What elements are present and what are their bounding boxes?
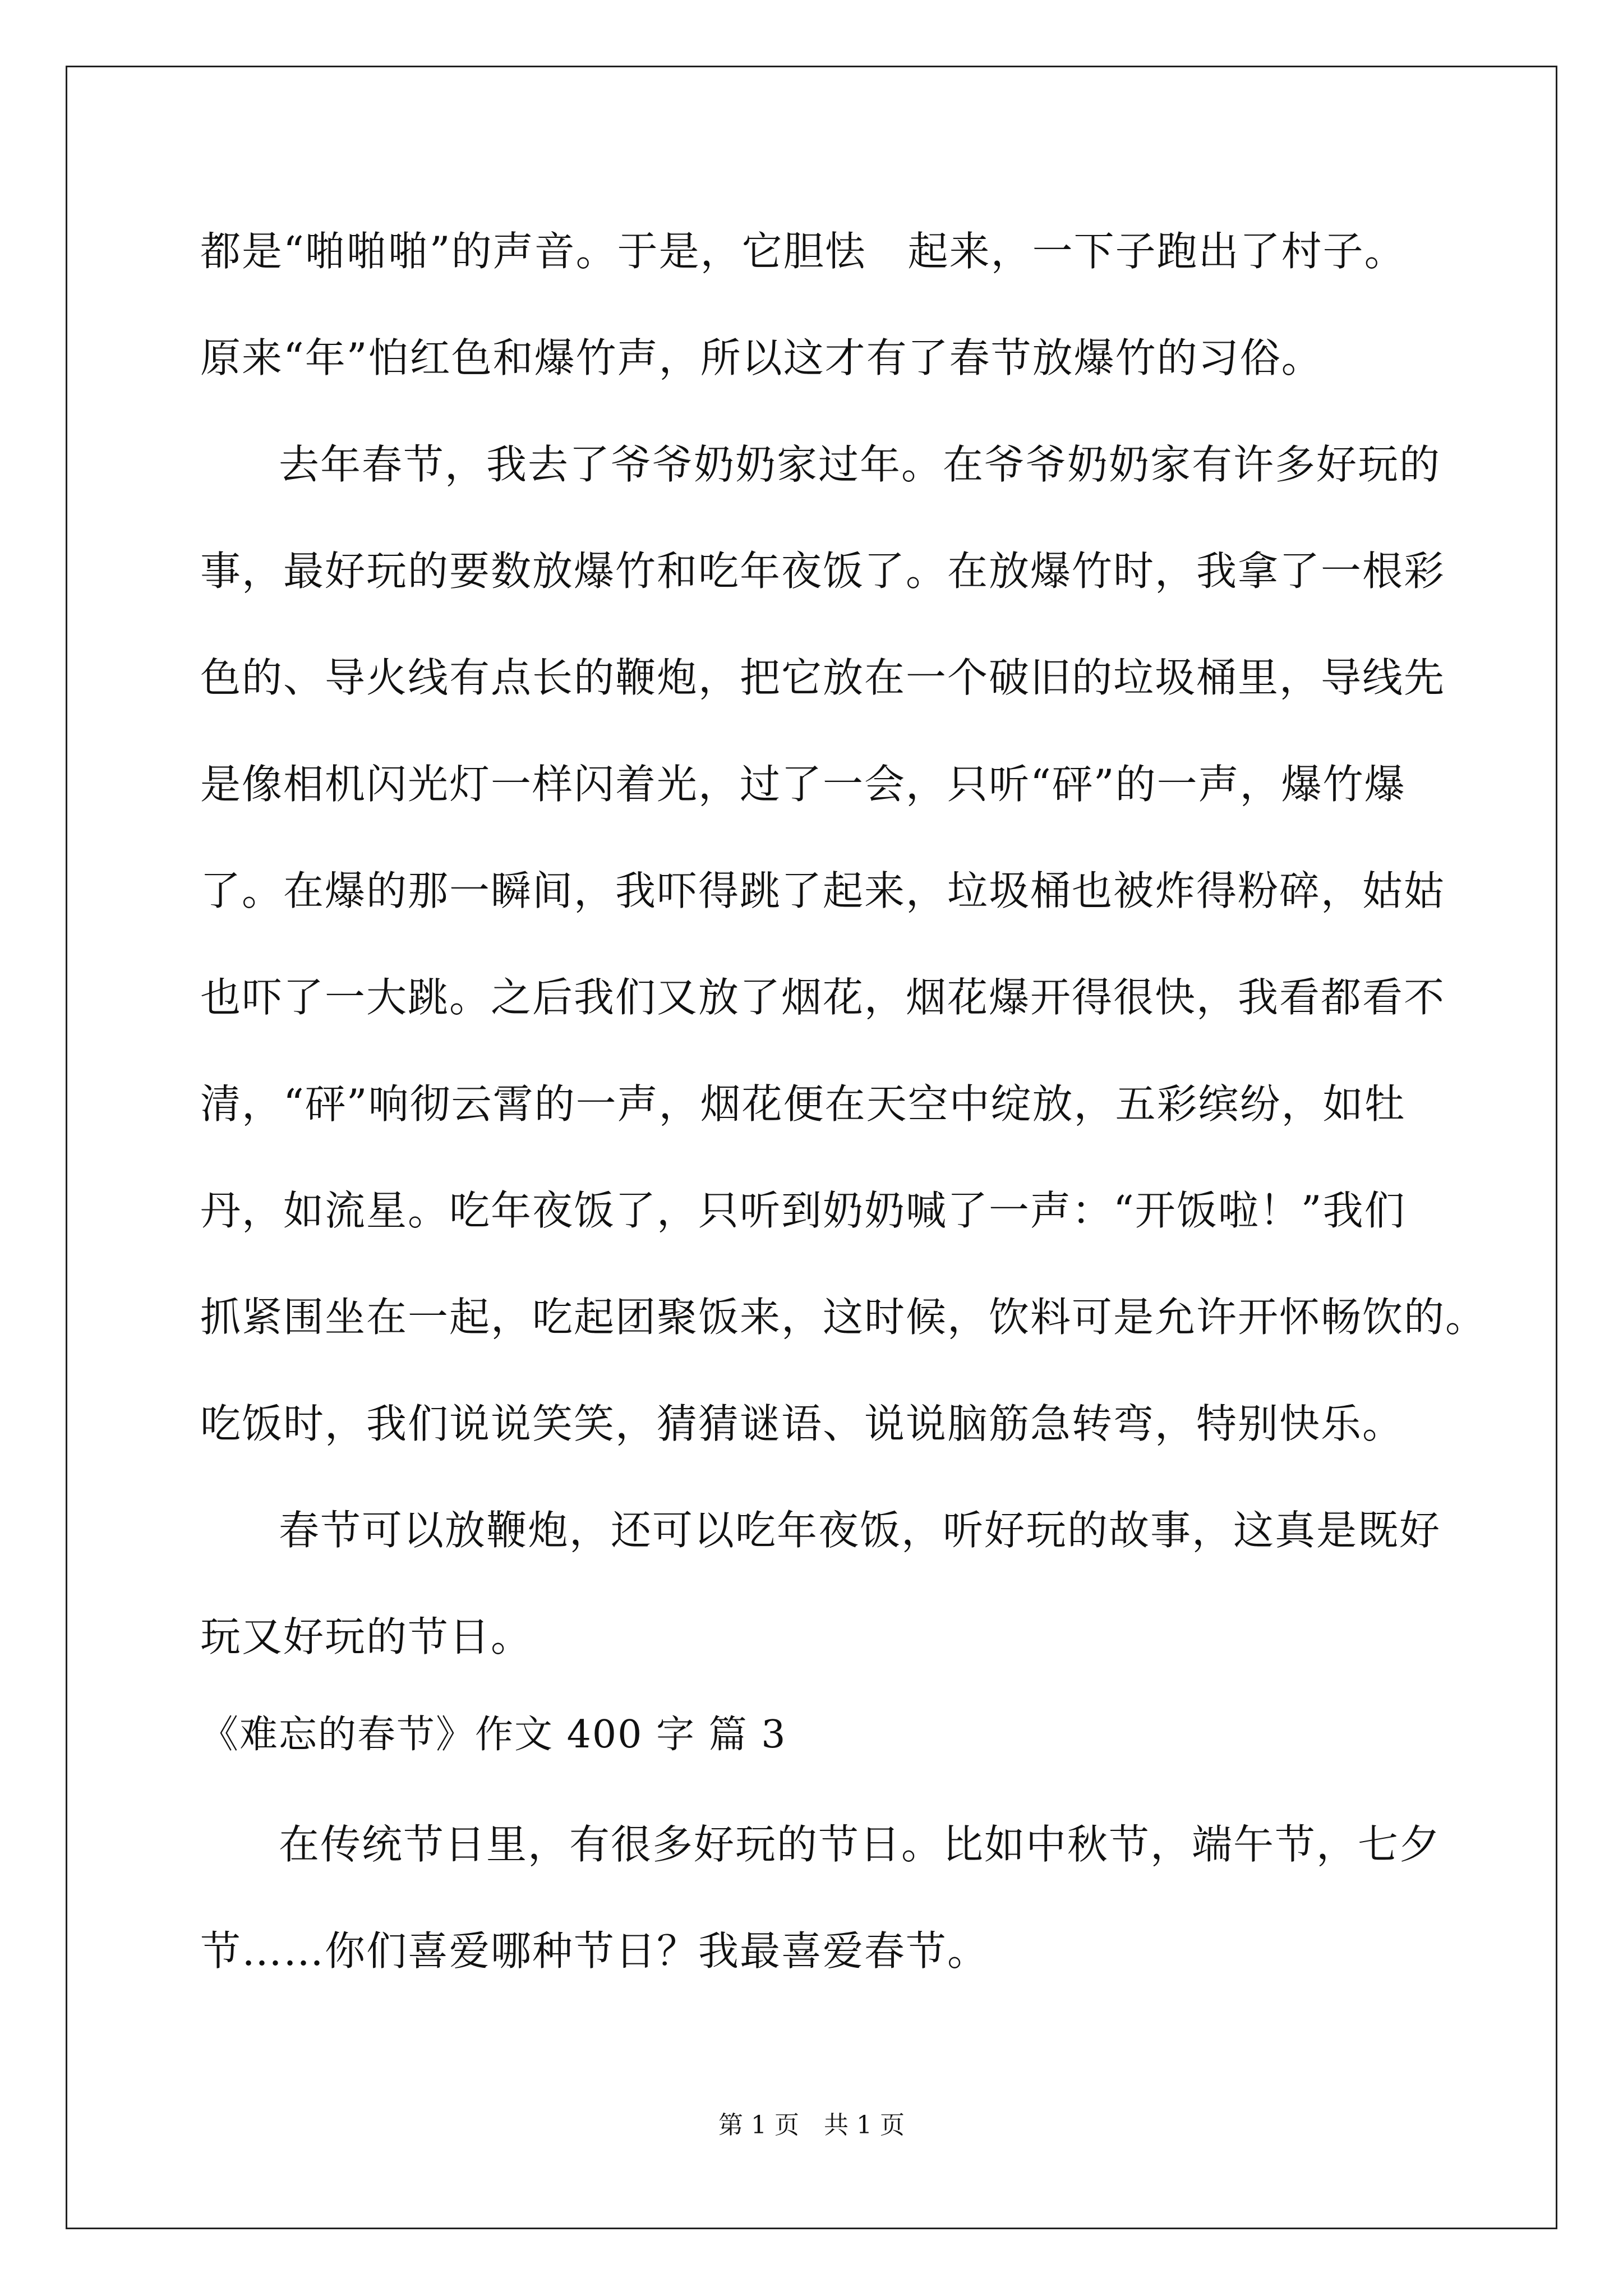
paragraph-start-line: 去年春节，我去了爷爷奶奶家过年。在爷爷奶奶家有许多好玩的 — [279, 441, 1441, 488]
paragraph-start-line: 春节可以放鞭炮，还可以吃年夜饭，听好玩的故事，这真是既好 — [279, 1507, 1441, 1554]
text-line: 都是“啪啪啪”的声音。于是，它胆怯 起来，一下子跑出了村子。 — [200, 228, 1406, 275]
paragraph-start-line: 在传统节日里，有很多好玩的节日。比如中秋节，端午节，七夕 — [279, 1821, 1441, 1868]
text-line: 吃饭时，我们说说笑笑，猜猜谜语、说说脑筋急转弯，特别快乐。 — [200, 1400, 1404, 1447]
text-line: 节……你们喜爱哪种节日？我最喜爱春节。 — [200, 1927, 989, 1975]
text-line: 是像相机闪光灯一样闪着光，过了一会，只听“砰”的一声，爆竹爆 — [200, 761, 1406, 808]
text-line: 色的、导火线有点长的鞭炮，把它放在一个破旧的垃圾桶里，导线先 — [200, 654, 1446, 701]
text-line: 丹，如流星。吃年夜饭了，只听到奶奶喊了一声：“开饭啦！”我们 — [200, 1187, 1406, 1234]
page-border — [66, 66, 1557, 2229]
text-line: 原来“年”怕红色和爆竹声，所以这才有了春节放爆竹的习俗。 — [200, 334, 1323, 381]
text-line: 也吓了一大跳。之后我们又放了烟花，烟花爆开得很快，我看都看不 — [200, 974, 1446, 1021]
text-line: 事，最好玩的要数放爆竹和吃年夜饭了。在放爆竹时，我拿了一根彩 — [200, 547, 1446, 595]
section-heading: 《难忘的春节》作文 400 字 篇 3 — [200, 1713, 787, 1757]
text-line: 抓紧围坐在一起，吃起团聚饭来，这时候，饮料可是允许开怀畅饮的。 — [200, 1294, 1487, 1341]
text-line: 清，“砰”响彻云霄的一声，烟花便在天空中绽放，五彩缤纷，如牡 — [200, 1080, 1406, 1128]
text-line: 玩又好玩的节日。 — [200, 1613, 533, 1660]
text-line: 了。在爆的那一瞬间，我吓得跳了起来，垃圾桶也被炸得粉碎，姑姑 — [200, 867, 1446, 914]
page-footer: 第 1 页 共 1 页 — [718, 2111, 905, 2139]
